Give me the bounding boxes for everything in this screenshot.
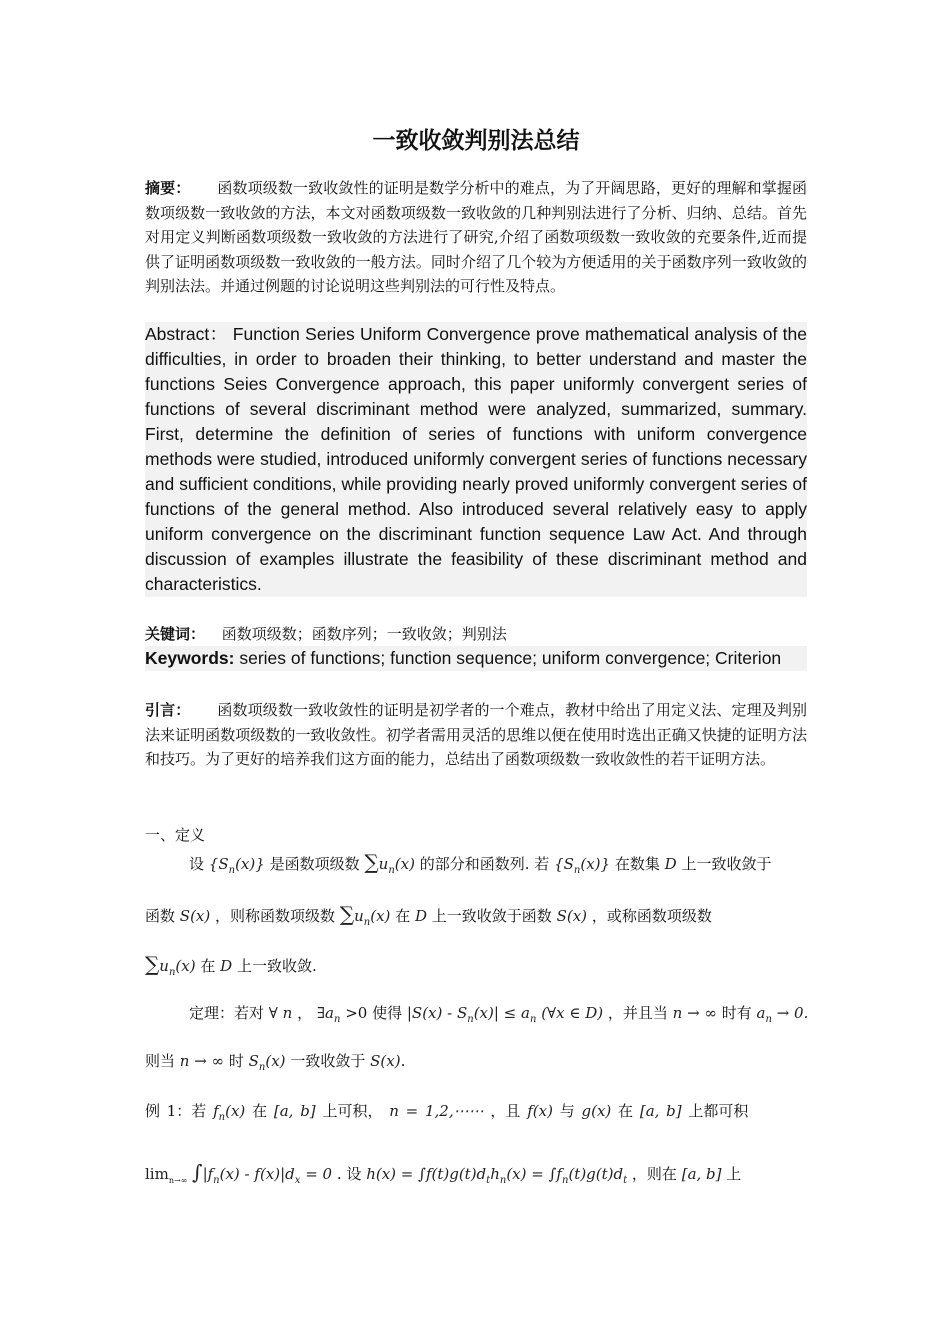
math-exists-an: $\exists a_n$ (316, 1004, 341, 1025)
def-text: 上一致收敛于函数 (431, 907, 552, 925)
math-interval-ab: [a, b] (639, 1102, 682, 1120)
math-D: D (220, 957, 233, 975)
example-text: 例 1：若 (145, 1102, 207, 1120)
theorem-text: 一致收敛于 (290, 1052, 366, 1070)
math-n-to-inf: n → ∞ (672, 1004, 717, 1022)
math-sum-un: $\sum u_n(x)$ (145, 952, 196, 978)
def-text: ，则称函数项级数 (215, 907, 336, 925)
theorem-line-2: 则当 n → ∞ 时 $S_n(x)$ 一致收敛于 S(x). (145, 1052, 406, 1073)
math-an-to-0: $a_n \to 0$. (756, 1004, 809, 1025)
math-S: S(x) (179, 907, 211, 925)
math-S: S(x) (370, 1052, 401, 1070)
math-fn: $f_n(x)$ (213, 1102, 246, 1123)
abstract-cn-label: 摘要： (145, 179, 191, 197)
math-sum-un: $\sum u_n(x)$ (364, 850, 415, 876)
section-heading: 一、定义 (145, 826, 206, 844)
keywords-en (145, 646, 807, 671)
math-inequality: $|S(x) - S_n(x)| \le a_n$ (∀x ∈ D) (406, 1004, 604, 1025)
math-g: g(x) (581, 1102, 612, 1120)
def-text: 设 (189, 855, 205, 873)
def-text: 上一致收敛于 (681, 855, 772, 873)
keywords-cn (145, 622, 807, 647)
def-text: ，或称函数项级数 (591, 907, 712, 925)
keywords-en-label: Keywords: (145, 648, 235, 668)
math-S: S(x) (556, 907, 588, 925)
example-text: 在 (252, 1102, 268, 1120)
def-text: 的部分和函数列. 若 (419, 855, 550, 873)
theorem-text: 定理：若对 (189, 1004, 265, 1022)
example-line-1 (145, 1100, 807, 1123)
theorem-line-1 (189, 1002, 851, 1025)
example-line-2 (145, 1160, 807, 1186)
math-Sn: $S_n(x)$ (248, 1052, 286, 1073)
def-text: 在数集 (614, 855, 660, 873)
example-text: 在 (618, 1102, 634, 1120)
abstract-cn (145, 176, 807, 299)
def-text: 是函数项级数 (269, 855, 360, 873)
def-text: 上一致收敛. (236, 957, 317, 975)
definition-line-3 (145, 952, 807, 978)
def-text: 在 (200, 957, 216, 975)
theorem-text: >0 使得 (345, 1004, 403, 1022)
abstract-cn-text: 函数项级数一致收敛性的证明是数学分析中的难点，为了开阔思路，更好的理解和掌握函数项级数一致收敛的方法，本文对函数项级数一致收敛的几种判别法进行了分析、归纳、总结。首先对用定义判断函数项级数一致收敛的方法进行了研究,介绍了函数项级数一致收敛的充要条件,近而提供了证明函数项级数一致收敛的一般方法。同时介绍了几个较为方便适用的关于函数序列一致收敛的判别法法。并通过例题的讨论说明这些判别法的可行性及特点。 (145, 179, 807, 296)
math-integral-expr: $\int|f_n(x) - f(x)|d_x = 0$ (192, 1160, 333, 1186)
math-f: f(x) (527, 1102, 553, 1120)
abstract-en (145, 322, 807, 597)
example-text: 与 (559, 1102, 575, 1120)
intro-label: 引言： (145, 701, 191, 719)
math-n-to-inf: n → ∞ (179, 1052, 225, 1070)
example-text: . 设 (336, 1165, 362, 1183)
math-h-def: $h(x) = \int f(t)g(t)d_th_n(x) = \int f_n(t)g(t)d_t$ (366, 1165, 628, 1186)
math-n-sequence: n = 1,2,⋯⋯ (389, 1102, 484, 1120)
theorem-text: 时有 (721, 1004, 752, 1022)
def-text: 在 (395, 907, 411, 925)
math-interval-ab: [a, b] (273, 1102, 316, 1120)
theorem-text: ， (297, 1004, 313, 1022)
theorem-text: ，并且当 (607, 1004, 668, 1022)
theorem-text: 时 (228, 1052, 244, 1070)
math-limit: $\lim_{n\to\infty}$ (145, 1165, 188, 1185)
math-Sn: $\{S_n(x)\}$ (208, 855, 265, 876)
theorem-text: 则当 (145, 1052, 176, 1070)
def-text: 函数 (145, 907, 176, 925)
math-interval-ab: [a, b] (681, 1165, 722, 1183)
example-text: ，且 (490, 1102, 521, 1120)
abstract-en-label: Abstract： (145, 324, 228, 344)
definition-line-1 (189, 850, 851, 876)
math-forall-n: ∀ n (268, 1004, 293, 1022)
intro-text: 函数项级数一致收敛性的证明是初学者的一个难点，教材中给出了用定义法、定理及判别法来证明函数项级数的一致收敛性。初学者需用灵活的思维以便在使用时选出正确又快捷的证明方法和技巧。为了更好的培养我们这方面的能力，总结出了函数项级数一致收敛性的若干证明方法。 (145, 701, 807, 769)
example-text: 上都可积 (688, 1102, 749, 1120)
definition-line-2 (145, 902, 807, 928)
page-title: 一致收敛判别法总结 (372, 128, 580, 154)
introduction (145, 698, 807, 772)
keywords-en-text: series of functions; function sequence; uniform convergence; Criterion (239, 648, 782, 668)
math-D: D (414, 907, 428, 925)
example-text: 上可积， (322, 1102, 383, 1120)
math-Sn: $\{S_n(x)\}$ (554, 855, 611, 876)
abstract-en-text: Function Series Uniform Convergence prove mathematical analysis of the difficulties, in order to broaden their thinking, to better understand and master the functions Seies Convergence approach, this paper uniformly convergent series of functions of several discriminant method were analyzed, summarized, summary. First, determine the definition of series of functions with uniform convergence methods were studied, introduced uniformly convergent series of functions necessary and sufficient conditions, while providing nearly proved uniformly convergent series of functions of the general method. Also introduced several relatively easy to apply uniform convergence on the discriminant function sequence Law Act. And through discussion of examples illustrate the feasibility of these discriminant method and characteristics. (145, 324, 807, 594)
keywords-cn-label: 关键词： (145, 625, 206, 643)
keywords-cn-text: 函数项级数；函数序列；一致收敛；判别法 (221, 625, 507, 643)
example-text: ，则在 (631, 1165, 677, 1183)
example-text: 上 (726, 1165, 742, 1183)
math-D: D (664, 855, 677, 873)
math-sum-un: $\sum u_n(x)$ (339, 902, 391, 928)
